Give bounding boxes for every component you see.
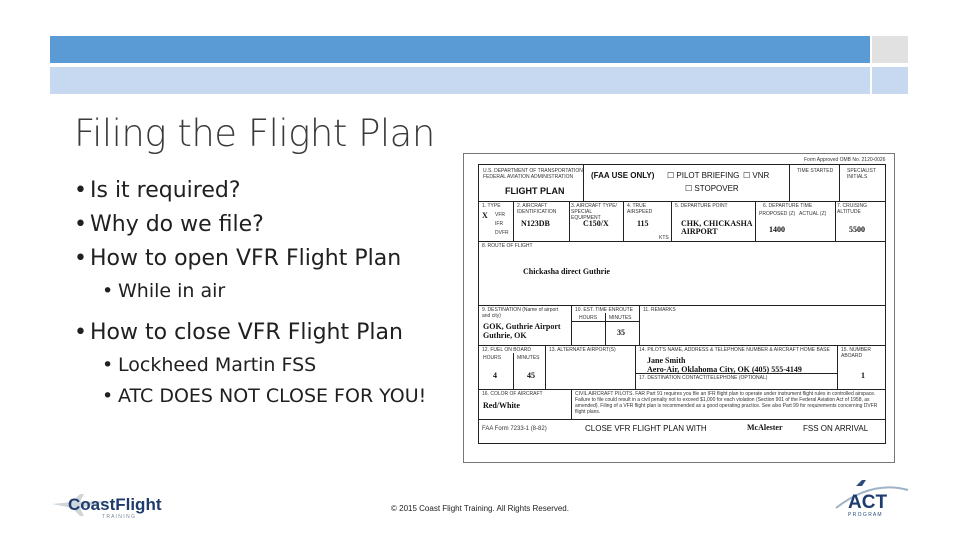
act-program-logo	[832, 478, 912, 522]
bullet-item	[74, 320, 426, 345]
form-vnr: ☐ VNR	[743, 171, 770, 180]
form-omb: Form Approved OMB No. 2120-0026	[804, 157, 886, 163]
logo-right-name: ACT	[848, 492, 888, 513]
bullet-text: Why do we file?	[90, 212, 264, 237]
form-pilot-addr: Aero-Air, Oklahoma City, OK (405) 555-4149	[647, 365, 802, 374]
form-lbl-pilot: 14. PILOT'S NAME, ADDRESS & TELEPHONE NUMBER & AIRCRAFT HOME BASE	[639, 347, 830, 353]
form-lbl-ete: 10. EST. TIME ENROUTE	[575, 307, 633, 313]
bullet-dot-icon: •	[74, 320, 87, 345]
form-pilot-briefing: ☐ PILOT BRIEFING	[667, 171, 740, 180]
form-lbl-alt: 7. CRUISING ALTITUDE	[837, 203, 868, 215]
bullet-dot-icon: •	[74, 212, 87, 237]
form-lbl-fuel-hours: HOURS	[483, 355, 502, 361]
form-tas: 115	[637, 219, 649, 228]
header-bar-bottom	[50, 67, 870, 94]
sub-bullet-item	[102, 280, 426, 302]
form-dep-point: CHK, CHICKASHA	[681, 219, 753, 228]
form-equip: C150/X	[583, 219, 609, 228]
sub-bullet-item	[102, 385, 426, 407]
form-lbl-tas: 4. TRUE AIRSPEED	[627, 203, 653, 215]
logo-right-sub: P R O G R A M	[848, 512, 882, 518]
form-lbl-proposed: PROPOSED (Z)	[759, 211, 796, 217]
form-dep-point2: AIRPORT	[681, 227, 718, 236]
footer-copyright: © 2015 Coast Flight Training. All Rights Reserved.	[391, 504, 569, 513]
form-kts: KTS	[659, 235, 669, 241]
form-lbl-minutes: MINUTES	[609, 315, 632, 321]
form-lbl-equip: 3. AIRCRAFT TYPE/ SPECIAL EQUIPMENT	[571, 203, 617, 221]
flight-plan-form-image	[463, 153, 895, 463]
form-pilot-name: Jane Smith	[647, 356, 686, 365]
logo-left-name: CoastFlight	[68, 495, 162, 514]
form-type-dvfr: DVFR	[495, 230, 509, 236]
form-faa-use: (FAA USE ONLY)	[591, 171, 655, 180]
form-flight-plan: FLIGHT PLAN	[505, 186, 565, 196]
form-lbl-type: 1. TYPE	[482, 203, 501, 209]
form-close-fss: McAlester	[747, 423, 783, 432]
form-lbl-actual: ACTUAL (Z)	[799, 211, 827, 217]
bullet-dot-icon: •	[74, 246, 87, 271]
form-close-with: CLOSE VFR FLIGHT PLAN WITH	[585, 424, 707, 433]
form-dept: U.S. DEPARTMENT OF TRANSPORTATION	[483, 168, 583, 174]
bullet-list	[74, 178, 426, 416]
sub-bullet-text: ATC DOES NOT CLOSE FOR YOU!	[118, 385, 427, 407]
form-specialist: SPECIALIST INITIALS	[847, 168, 876, 180]
form-type-ifr: IFR	[495, 221, 504, 227]
form-altitude: 5500	[849, 225, 865, 234]
form-type-x: X	[482, 211, 488, 220]
sub-bullet-text: While in air	[118, 280, 226, 302]
header-bar-top	[50, 36, 870, 63]
slide-title: Filing the Flight Plan	[74, 112, 435, 155]
sub-bullet-text: Lockheed Martin FSS	[118, 354, 317, 376]
form-aboard: 1	[861, 371, 865, 380]
form-route: Chickasha direct Guthrie	[523, 267, 610, 276]
bullet-text: How to open VFR Flight Plan	[90, 246, 402, 271]
form-time-started: TIME STARTED	[797, 168, 834, 174]
logo-left-sub: T R A I N I N G	[102, 514, 135, 520]
header-bar-top-end	[872, 36, 908, 63]
form-type-vfr: VFR	[495, 212, 505, 218]
bullet-item	[74, 178, 426, 203]
form-number: FAA Form 7233-1 (8-82)	[482, 426, 547, 432]
form-lbl-dep: 5. DEPARTURE POINT	[675, 203, 728, 209]
form-lbl-dest-contact: 17. DESTINATION CONTACT/TELEPHONE (OPTIONAL)	[639, 375, 768, 381]
form-lbl-fuel: 12. FUEL ON BOARD	[482, 347, 531, 353]
form-ete-min: 35	[617, 328, 625, 337]
form-lbl-ident: 2. AIRCRAFT IDENTIFICATION	[517, 203, 557, 215]
form-lbl-dest: 9. DESTINATION (Name of airport and city)	[482, 307, 559, 319]
form-lbl-deptime: 6. DEPARTURE TIME	[763, 203, 813, 209]
form-lbl-altairport: 13. ALTERNATE AIRPORT(S)	[549, 347, 616, 353]
form-fuel-min: 45	[527, 371, 535, 380]
bullet-dot-icon: •	[102, 385, 114, 407]
form-faa: FEDERAL AVIATION ADMINISTRATION	[483, 174, 574, 180]
bullet-item	[74, 246, 426, 271]
sub-bullet-item	[102, 354, 426, 376]
bullet-text: How to close VFR Flight Plan	[90, 320, 403, 345]
form-on-arrival: FSS ON ARRIVAL	[803, 424, 869, 433]
bullet-item	[74, 212, 426, 237]
form-dest1: GOK, Guthrie Airport	[483, 322, 561, 331]
form-dep-time: 1400	[769, 225, 785, 234]
form-fuel-hours: 4	[493, 371, 497, 380]
form-lbl-hours: HOURS	[579, 315, 598, 321]
form-color: Red/White	[483, 401, 520, 410]
form-civil-notice: CIVIL AIRCRAFT PILOTS. FAR Part 91 requires you file an IFR flight plan to operate under instrument flight rules in controlled airspace. Failure to file could result in a civil penalty not to exceed $1,000 for each violation (Section 901 of the Federal Aviation Act of 1958, as amended). Filing of a VFR flight plan is recommended as a good operating practice. See also Part 99 for requirements concerning DVFR flight plans.	[575, 391, 878, 415]
form-dest2: Guthrie, OK	[483, 331, 527, 340]
form-lbl-route: 8. ROUTE OF FLIGHT	[482, 243, 533, 249]
form-paper	[478, 164, 886, 444]
header-bar-bottom-end	[872, 67, 908, 94]
form-lbl-color: 16. COLOR OF AIRCRAFT	[482, 391, 543, 397]
form-lbl-remarks: 11. REMARKS	[643, 307, 676, 313]
form-lbl-aboard: 15. NUMBER ABOARD	[841, 347, 872, 359]
bullet-dot-icon: •	[102, 280, 114, 302]
form-stopover: ☐ STOPOVER	[685, 184, 739, 193]
form-ident: N123DB	[521, 219, 550, 228]
bullet-text: Is it required?	[90, 178, 241, 203]
bullet-dot-icon: •	[74, 178, 87, 203]
bullet-dot-icon: •	[102, 354, 114, 376]
form-lbl-fuel-minutes: MINUTES	[517, 355, 540, 361]
